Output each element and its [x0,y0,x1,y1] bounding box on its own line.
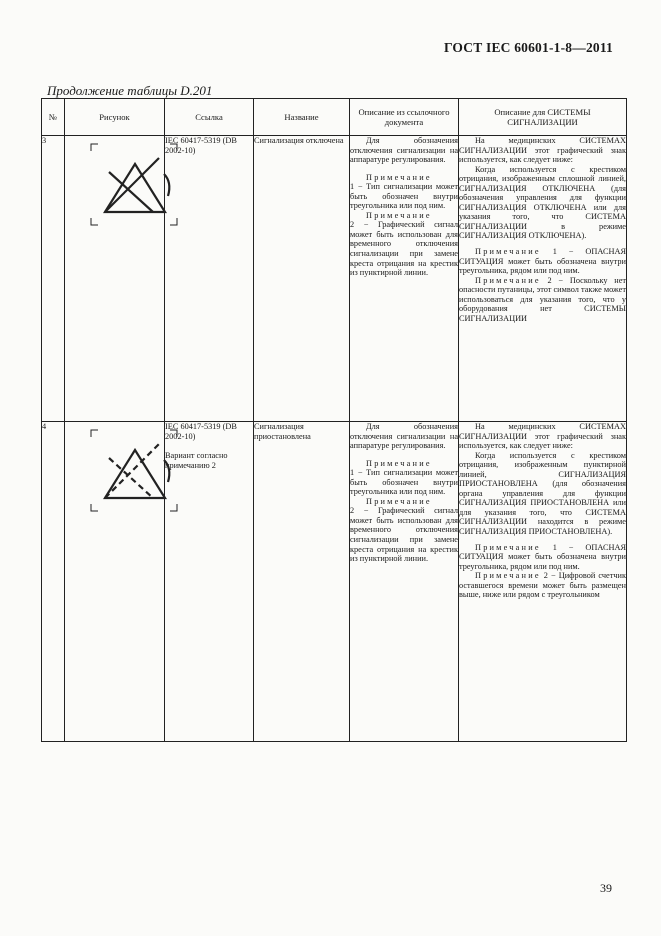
column-header-figure: Рисунок [65,99,165,136]
source-description: Для обозначения отключения сигнализации на аппаратуре регулирования. [350,422,458,451]
symbol-name: Сигнализация приостановлена [254,422,311,441]
system-description: Когда используется с крестиком отрицания, изображенным пунктирной линией, СИГНАЛИЗАЦИЯ ПРИОСТАНОВЛЕНА (для обозначения органа управления для функции СИГНАЛИЗАЦИЯ ПРИОСТАНОВЛЕНА или для указания того, что СИСТЕМА СИГНАЛИЗАЦИИ находится в режиме СИГНАЛИЗАЦИЯ ПРИОСТАНОВЛЕНА). [459,450,626,537]
table-row [42,422,627,742]
system-note-label: Примечание [475,275,541,285]
source-note: 2 − Графический сигнал может быть использован для временного отключения сигнализации при замене креста отрицания на крестик из пунктирной линии. [350,506,458,564]
source-note: 1 − Тип сигнализации может быть обозначен внутри треугольника или под ним. [350,182,458,211]
reference-text: IEC 60417-5319 (DB 2002-10) [165,422,237,441]
table-caption: Продолжение таблицы D.201 [47,83,213,98]
column-header-number: № [42,99,65,136]
alarm-off-triangle-cross-icon [89,142,179,234]
system-description-cell [459,422,627,742]
alarm-paused-triangle-dashed-cross-icon [89,428,179,520]
source-note-label: Примечание [366,458,432,468]
row-number: 4 [42,422,65,742]
column-header-name: Название [254,99,350,136]
name-cell [254,422,350,742]
reference-variant-note: Вариант согласно примечанию 2 [165,451,228,470]
reference-text: IEC 60417-5319 (DB 2002-10) [165,136,237,155]
column-header-source-description: Описание из ссылочного документа [350,99,459,136]
column-header-reference: Ссылка [165,99,254,136]
system-description: На медицинских СИСТЕМАХ СИГНАЛИЗАЦИИ этот графический знак используется, как следует ниже: [459,136,626,165]
system-note [459,247,626,276]
system-note [459,571,626,600]
system-note-label: Примечание [475,247,541,257]
source-note-label: Примечание [366,172,432,182]
system-note [459,276,626,324]
system-note-text: 1 − ОПАСНАЯ СИТУАЦИЯ может быть обозначена внутри треугольника, рядом или под ним. [459,247,627,276]
name-cell [254,136,350,422]
column-header-system-description: Описание для СИСТЕМЫ СИГНАЛИЗАЦИИ [459,99,627,136]
source-description-cell [350,422,459,742]
page-number: 39 [600,881,612,895]
row-number: 3 [42,136,65,422]
source-description: Для обозначения отключения сигнализации на аппаратуре регулирования. [350,136,458,165]
table-header-row [42,99,627,136]
figure-cell [65,422,165,742]
figure-cell [65,136,165,422]
system-note-text: 2 − Цифровой счетчик оставшегося времени может быть размещен выше, ниже или рядом с треугольником [459,571,626,600]
source-note: 1 − Тип сигнализации может быть обозначен внутри треугольника или под ним. [350,468,458,497]
system-note-text: 2 − Поскольку нет опасности путаницы, этот символ также может использоваться для указания того, что у оборудования нет СИСТЕМЫ СИГНАЛИЗАЦИИ [459,275,627,323]
system-description: Когда используется с крестиком отрицания, изображенным сплошной линией, СИГНАЛИЗАЦИЯ ОТКЛЮЧЕНА (для обозначения управления для функции СИГНАЛИЗАЦИЯ ОТКЛЮЧЕНА или для указания того, что СИСТЕМА СИГНАЛИЗАЦИИ в режиме СИГНАЛИЗАЦИЯ ОТКЛЮЧЕНА). [459,164,626,241]
system-note-label: Примечание [475,542,541,552]
system-note-label: Примечание [475,571,541,581]
source-description-cell [350,136,459,422]
source-note-label: Примечание [366,496,432,506]
system-note [459,543,626,572]
source-note-label: Примечание [366,210,432,220]
system-note-text: 1 − ОПАСНАЯ СИТУАЦИЯ может быть обозначена внутри треугольника, рядом или под ним. [459,542,627,571]
system-description-cell [459,136,627,422]
system-description: На медицинских СИСТЕМАХ СИГНАЛИЗАЦИИ этот графический знак используется, как следует ниже: [459,422,626,451]
document-standard-header: ГОСТ IEC 60601-1-8—2011 [443,40,613,55]
symbol-name: Сигнализация отключена [254,136,344,145]
table-row [42,136,627,422]
source-note: 2 − Графический сигнал может быть использован для временного отключения сигнализации при замене креста отрицания на крестик из пунктирной линии. [350,220,458,278]
symbols-table [41,98,627,742]
